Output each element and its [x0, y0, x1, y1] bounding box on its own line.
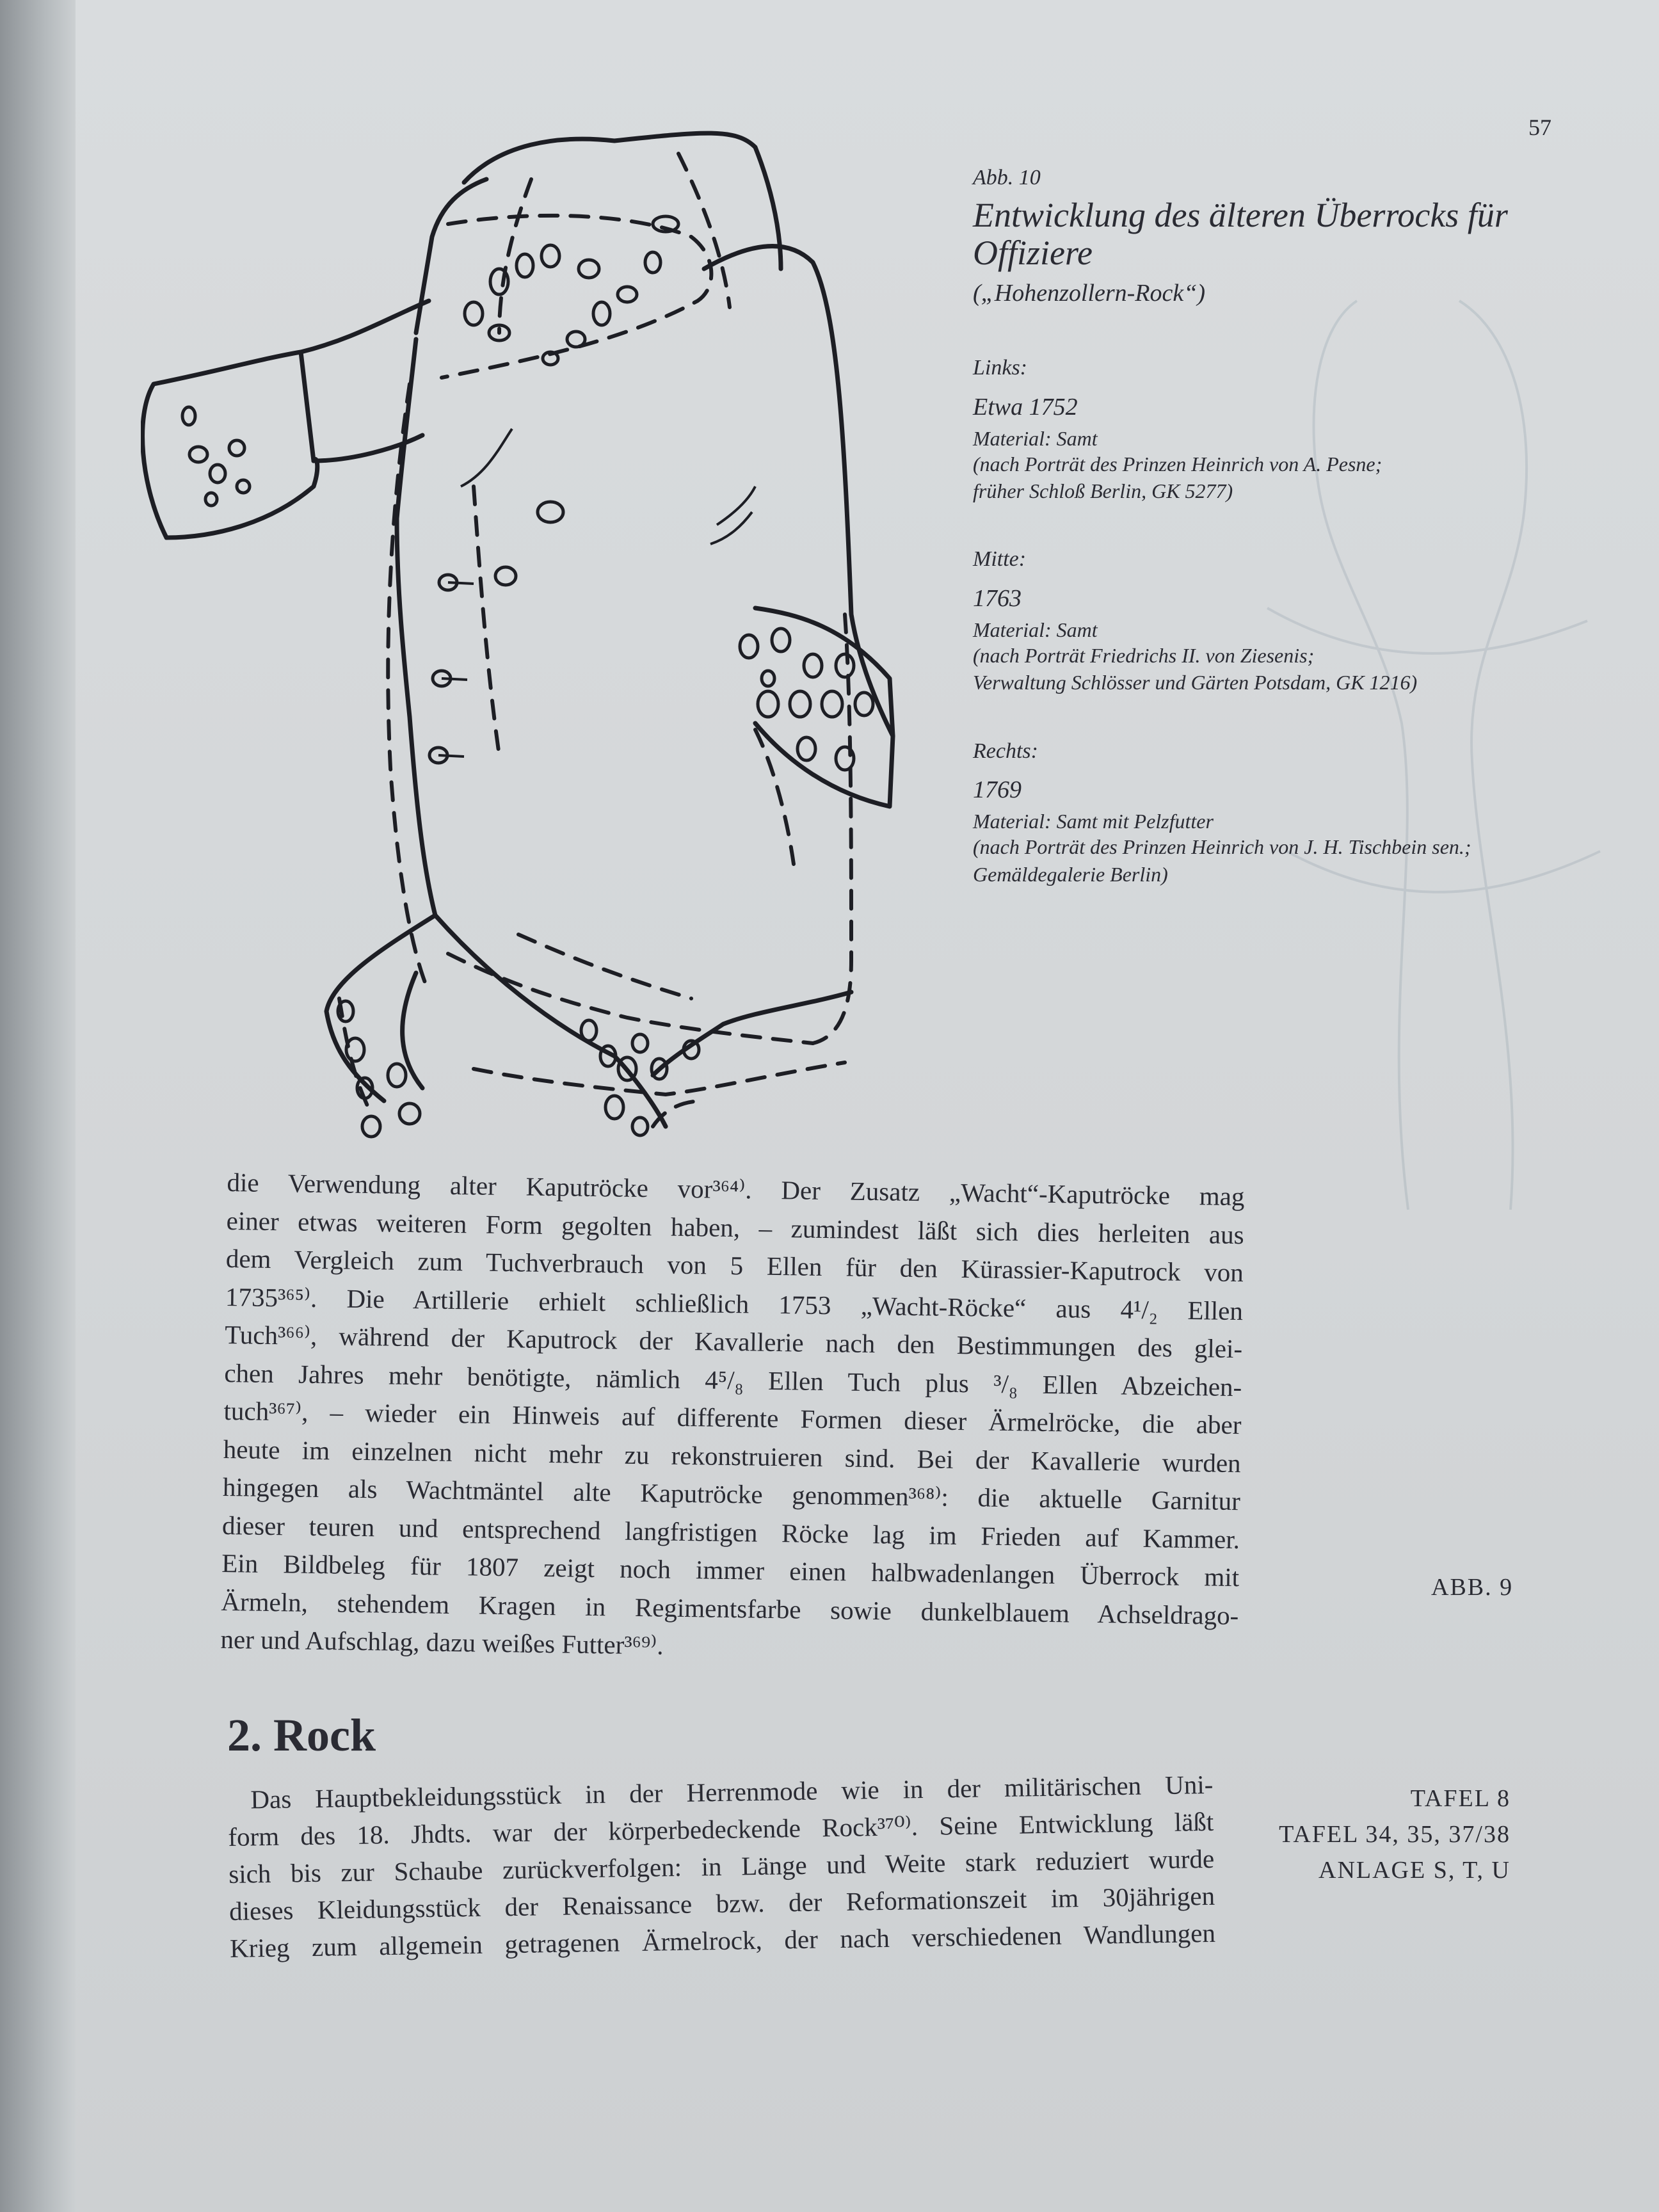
body-paragraph-1	[220, 1164, 1245, 1673]
text-line: Krieg zum allgemein getragenen Ärmelrock, der nach verschiedenen Wandlungen	[229, 1918, 1216, 1963]
front-edge-2	[397, 339, 416, 518]
text-line: 1735³⁶⁵⁾. Die Artillerie erhielt schließlich 1753 „Wacht-Röcke“ aus 4¹/₂ Ellen	[225, 1281, 1244, 1326]
text-line: Tuch³⁶⁶⁾, während der Kaputrock der Kavallerie nach den Bestimmungen des glei-	[224, 1319, 1243, 1364]
caption-source-line: Gemäldegalerie Berlin)	[973, 862, 1168, 886]
margin-reference: TAFEL 8	[1410, 1785, 1511, 1812]
text-line: dieses Kleidungsstück der Renaissance bzw. der Reformationszeit im 30jährigen	[228, 1880, 1215, 1926]
caption-position: Rechts:	[973, 739, 1038, 763]
caption-entry-right	[973, 739, 1613, 888]
caption-entry-middle	[973, 547, 1613, 696]
figure-title: Entwicklung des älteren Überrocks für Offiziere	[973, 195, 1508, 273]
caption-year: 1769	[973, 776, 1022, 804]
coat-collar	[416, 179, 486, 333]
caption-material: Material: Samt	[973, 426, 1098, 450]
text-line: chen Jahres mehr benötigte, nämlich 4⁵/₈ Ellen Tuch plus ³/₈ Ellen Abzeichen-	[224, 1358, 1242, 1402]
text-line: dieser teuren und entsprechend langfristigen Röcke lag im Frieden auf Kammer.	[221, 1510, 1240, 1554]
margin-references	[1254, 1781, 1511, 1888]
caption-source-line: früher Schloß Berlin, GK 5277)	[973, 479, 1233, 503]
caption-material: Material: Samt mit Pelzfutter	[973, 810, 1214, 833]
text-line: hingegen als Wachtmäntel alte Kaputröcke genommen³⁶⁸⁾: die aktuelle Garnitur	[222, 1471, 1241, 1516]
section-heading: 2. Rock	[227, 1710, 376, 1761]
text-line: tuch³⁶⁷⁾, – wieder ein Hinweis auf differente Formen dieser Ärmelröcke, die aber	[223, 1395, 1242, 1440]
figure-label: Abb. 10	[973, 166, 1041, 189]
caption-source-line: (nach Porträt des Prinzen Heinrich von J. H. Tischbein sen.;	[973, 835, 1471, 859]
caption-entry-left	[973, 355, 1613, 504]
caption-source-line: Verwaltung Schlösser und Gärten Potsdam, GK 1216)	[973, 671, 1418, 694]
right-skirt	[653, 992, 851, 1075]
page-number: 57	[1528, 115, 1551, 140]
caption-position: Links:	[973, 356, 1027, 380]
text-line: Das Hauptbekleidungsstück in der Herrenmode wie in der militärischen Uni-	[250, 1769, 1214, 1815]
body-paragraph-2	[227, 1766, 1215, 1967]
right-cuff	[755, 608, 893, 736]
margin-reference: ANLAGE S, T, U	[1318, 1857, 1511, 1884]
text-line: form des 18. Jhdts. war der körperbedeckende Rock³⁷⁰⁾. Seine Entwicklung läßt	[228, 1806, 1214, 1852]
margin-reference: TAFEL 34, 35, 37/38	[1279, 1821, 1511, 1848]
text-line: ner und Aufschlag, dazu weißes Futter³⁶⁹⁾.	[220, 1624, 664, 1660]
coat-illustration	[141, 128, 909, 1152]
caption-source-line: (nach Porträt des Prinzen Heinrich von A. Pesne;	[973, 452, 1382, 476]
caption-material: Material: Samt	[973, 618, 1098, 641]
text-line: sich bis zur Schaube zurückverfolgen: in Länge und Weite stark reduziert wurde	[228, 1843, 1215, 1889]
text-line: dem Vergleich zum Tuchverbrauch von 5 Ellen für den Kürassier-Kaputrock von	[225, 1243, 1244, 1288]
figure-subtitle: („Hohenzollern-Rock“)	[973, 279, 1206, 307]
caption-position: Mitte:	[973, 547, 1027, 572]
figure-caption	[973, 165, 1613, 888]
text-line: Ein Bildbeleg für 1807 zeigt noch immer einen halbwadenlangen Überrock mit	[221, 1548, 1240, 1592]
text-line: die Verwendung alter Kaputröcke vor³⁶⁴⁾. Der Zusatz „Wacht“-Kaputröcke mag	[227, 1167, 1245, 1212]
caption-year: Etwa 1752	[973, 393, 1078, 421]
margin-reference: ABB. 9	[1431, 1574, 1514, 1601]
caption-year: 1763	[973, 585, 1022, 613]
text-line: Ärmeln, stehendem Kragen in Regimentsfarbe sowie dunkelblauem Achseldrago-	[221, 1586, 1239, 1630]
caption-source-line: (nach Porträt Friedrichs II. von Ziesenis;	[973, 644, 1315, 668]
book-binding-shadow	[0, 0, 77, 2212]
front-edge	[397, 518, 435, 915]
right-sleeve	[704, 246, 893, 806]
text-line: einer etwas weiteren Form gegolten haben, – zumindest läßt sich dies herleiten aus	[226, 1205, 1244, 1249]
text-line: heute im einzelnen nicht mehr zu rekonstruieren sind. Bei der Kavallerie wurden	[223, 1434, 1241, 1478]
